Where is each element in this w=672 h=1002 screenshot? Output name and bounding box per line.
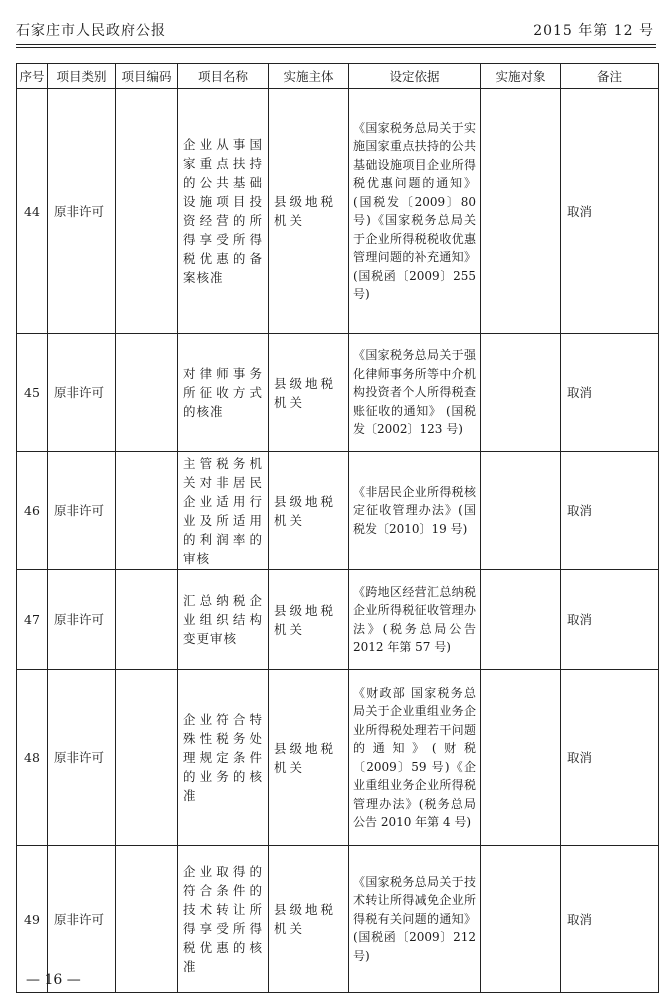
cell-target [481,334,561,452]
table-row [17,334,659,452]
cell-subject: 县级地税机关 [269,452,349,570]
cell-basis: 《跨地区经营汇总纳税企业所得税征收管理办法》(税务总局公告 2012 年第 57 号) [349,570,481,670]
cell-note: 取消 [561,570,659,670]
cell-subject: 县级地税机关 [269,570,349,670]
cell-category: 原非许可 [48,452,116,570]
cell-code [116,452,178,570]
cell-name: 汇总纳税企业组织结构变更审核 [178,570,269,670]
col-header-subject: 实施主体 [269,64,349,89]
cell-code [116,89,178,334]
col-header-basis: 设定依据 [349,64,481,89]
cell-target [481,846,561,993]
col-header-code: 项目编码 [116,64,178,89]
cell-no: 47 [17,570,48,670]
table-row [17,670,659,846]
cell-basis: 《国家税务总局关于技术转让所得减免企业所得税有关问题的通知》(国税函〔2009〕212 号) [349,846,481,993]
issue-number: 2015 年第 12 号 [533,23,654,39]
cell-name: 企业从事国家重点扶持的公共基础设施项目投资经营的所得享受所得税优惠的备案核准 [178,89,269,334]
approval-items-table [16,63,659,993]
cell-target [481,89,561,334]
cell-target [481,452,561,570]
cell-code [116,670,178,846]
header-rule-secondary [16,47,656,48]
cell-category: 原非许可 [48,89,116,334]
cell-name: 对律师事务所征收方式的核准 [178,334,269,452]
cell-target [481,670,561,846]
cell-subject: 县级地税机关 [269,846,349,993]
cell-note: 取消 [561,334,659,452]
cell-category: 原非许可 [48,334,116,452]
cell-code [116,570,178,670]
cell-basis: 《非居民企业所得税核定征收管理办法》(国税发〔2010〕19 号) [349,452,481,570]
col-header-note: 备注 [561,64,659,89]
cell-note: 取消 [561,452,659,570]
col-header-no: 序号 [17,64,48,89]
cell-basis: 《国家税务总局关于强化律师事务所等中介机构投资者个人所得税查账征收的通知》 (国税发〔2002〕123 号) [349,334,481,452]
cell-category: 原非许可 [48,670,116,846]
cell-note: 取消 [561,846,659,993]
cell-target [481,570,561,670]
table-header-row [17,64,659,89]
cell-no: 46 [17,452,48,570]
cell-code [116,334,178,452]
publication-title: 石家庄市人民政府公报 [16,23,166,39]
cell-basis: 《财政部 国家税务总局关于企业重组业务企业所得税处理若干问题的通知》(财税〔2009〕59 号)《企业重组业务企业所得税管理办法》(税务总局公告 2010 年第 4 号) [349,670,481,846]
cell-subject: 县级地税机关 [269,670,349,846]
cell-code [116,846,178,993]
cell-note: 取消 [561,89,659,334]
cell-no: 45 [17,334,48,452]
cell-subject: 县级地税机关 [269,334,349,452]
cell-no: 49 [17,846,48,993]
cell-name: 主管税务机关对非居民企业适用行业及所适用的利润率的审核 [178,452,269,570]
page-number: — 16 — [26,972,81,988]
header-rule [16,44,656,45]
col-header-category: 项目类别 [48,64,116,89]
col-header-name: 项目名称 [178,64,269,89]
cell-no: 48 [17,670,48,846]
cell-name: 企业取得的符合条件的技术转让所得享受所得税优惠的核准 [178,846,269,993]
cell-basis: 《国家税务总局关于实施国家重点扶持的公共基础设施项目企业所得税优惠问题的通知》(国税发〔2009〕80 号)《国家税务总局关于企业所得税税收优惠管理问题的补充通知》 (国税函〔2009〕255 号) [349,89,481,334]
table-row [17,570,659,670]
cell-note: 取消 [561,670,659,846]
cell-category: 原非许可 [48,570,116,670]
table-row [17,846,659,993]
table-row [17,89,659,334]
cell-category: 原非许可 [48,846,116,993]
cell-subject: 县级地税机关 [269,89,349,334]
col-header-target: 实施对象 [481,64,561,89]
cell-name: 企业符合特殊性税务处理规定条件的业务的核准 [178,670,269,846]
cell-no: 44 [17,89,48,334]
table-row [17,452,659,570]
